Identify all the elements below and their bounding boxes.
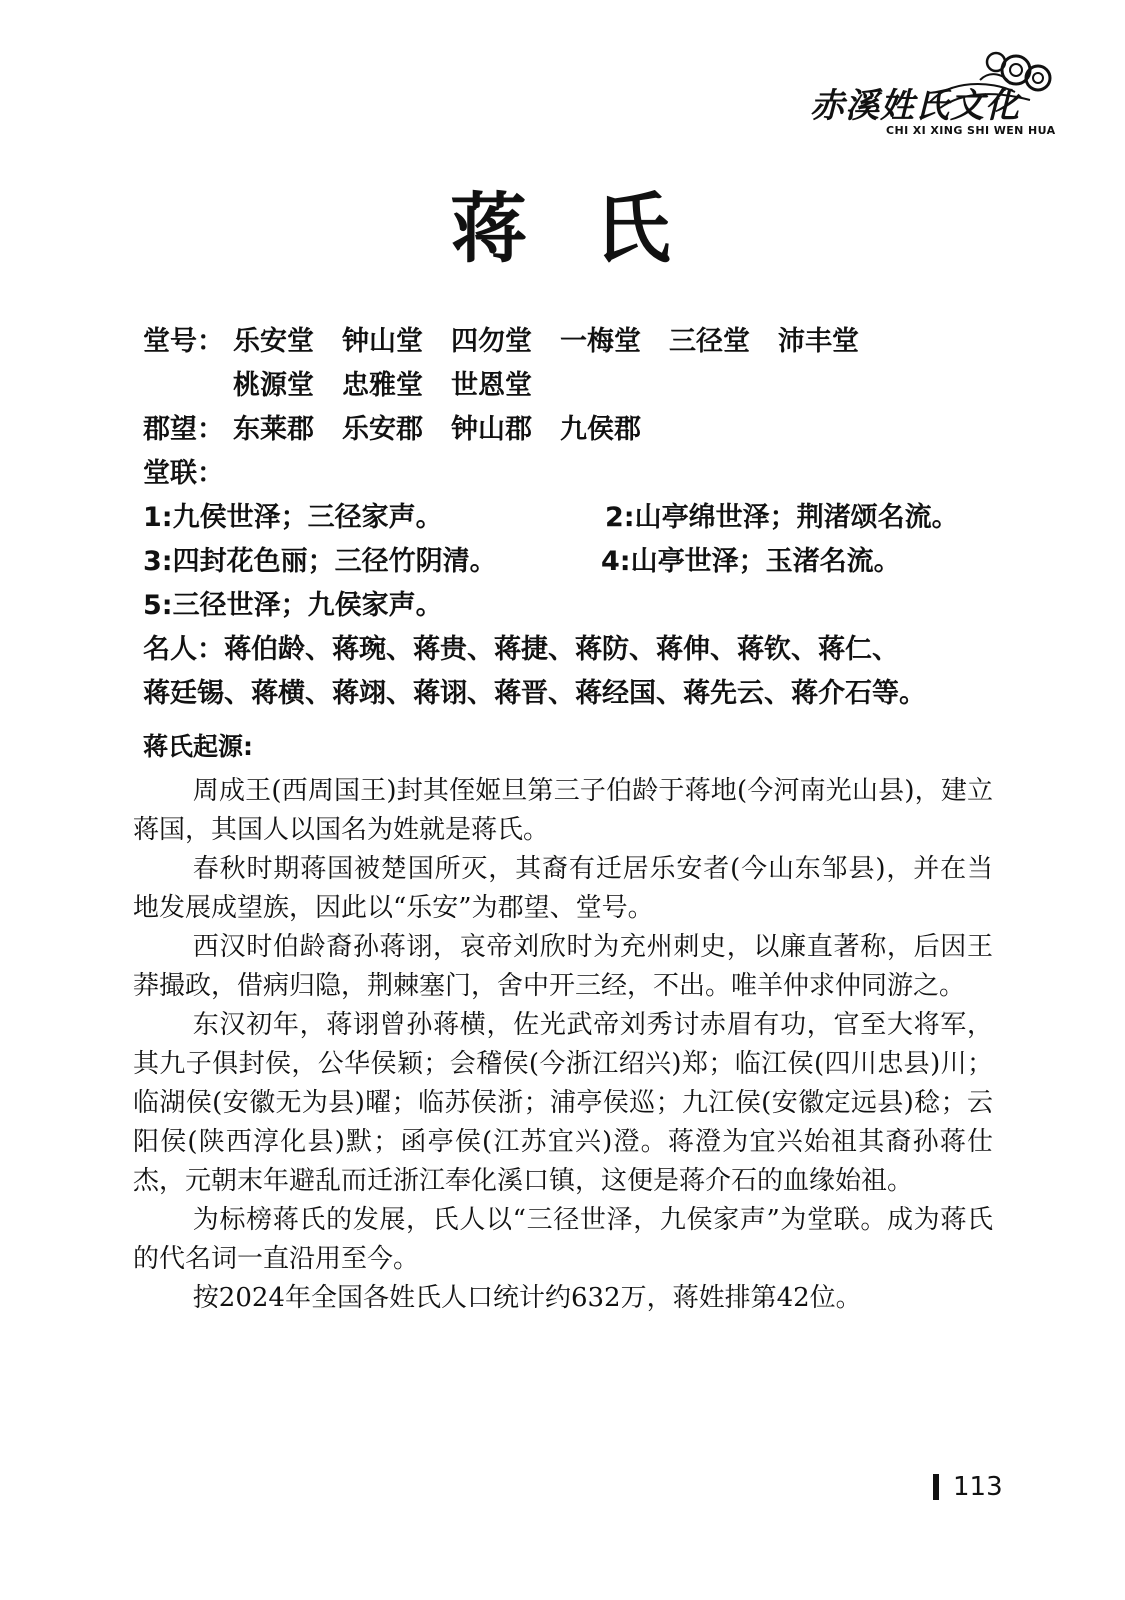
page-number-text: 113	[953, 1472, 1003, 1502]
couplets-label: 堂联：	[143, 458, 224, 489]
notables-line-1: 名人：蒋伯龄、蒋琬、蒋贵、蒋捷、蒋防、蒋伸、蒋钦、蒋仁、	[143, 634, 899, 665]
header-logo	[810, 40, 1060, 140]
origin-paragraph: 西汉时伯龄裔孙蒋诩，哀帝刘欣时为充州刺史，以廉直著称，后因王莽撮政，借病归隐，荆棘塞门，舍中开三经，不出。唯羊仲求仲同游之。	[133, 932, 993, 1001]
hall-name: 世恩堂	[451, 370, 532, 401]
hall-name: 钟山堂	[342, 326, 423, 357]
hall-name: 四勿堂	[451, 326, 532, 357]
title-char-1: 蒋	[450, 184, 531, 273]
prefecture: 钟山郡	[451, 414, 532, 445]
couplet-item: 1:九侯世泽；三径家声。	[143, 502, 443, 533]
couplets-row-2	[143, 540, 1063, 584]
hall-name: 三径堂	[669, 326, 750, 357]
hall-names-row-2	[143, 364, 1063, 408]
surname-info	[143, 320, 1063, 716]
couplets-label-row	[143, 452, 1063, 496]
page-number	[933, 1472, 1003, 1502]
couplet-item: 4:山亭世泽；玉渚名流。	[601, 546, 901, 577]
hall-names-row	[143, 320, 1063, 364]
origin-paragraph: 春秋时期蒋国被楚国所灭，其裔有迁居乐安者(今山东邹县)，并在当地发展成望族，因此以“乐安”为郡望、堂号。	[133, 854, 993, 923]
prefecture: 九侯郡	[560, 414, 641, 445]
title-char-2: 氏	[594, 184, 675, 273]
couplets-row-3	[143, 584, 1063, 628]
origin-paragraph: 东汉初年，蒋诩曾孙蒋横，佐光武帝刘秀讨赤眉有功，官至大将军，其九子俱封侯，公华侯颖；会稽侯(今浙江绍兴)郑；临江侯(四川忠县)川；临湖侯(安徽无为县)曜；临苏侯浙；浦亭侯巡；九江侯(安徽定远县)稔；云阳侯(陕西淳化县)默；函亭侯(江苏宜兴)澄。蒋澄为宜兴始祖其裔孙蒋仕杰，元朝末年避乱而迁浙江奉化溪口镇，这便是蒋介石的血缘始祖。	[133, 1010, 993, 1196]
prefecture: 乐安郡	[342, 414, 423, 445]
prefectures-label: 郡望：	[143, 414, 224, 445]
couplet-item: 5:三径世泽；九侯家声。	[143, 590, 443, 621]
couplet-item: 3:四封花色丽；三径竹阴清。	[143, 546, 497, 577]
prefectures-row	[143, 408, 1063, 452]
hall-name: 乐安堂	[233, 326, 314, 357]
couplet-item: 2:山亭绵世泽；荆渚颂名流。	[605, 502, 959, 533]
origin-paragraph: 按2024年全国各姓氏人口统计约632万，蒋姓排第42位。	[192, 1283, 862, 1313]
hall-name: 沛丰堂	[778, 326, 859, 357]
origin-paragraph: 为标榜蒋氏的发展，氏人以“三径世泽，九侯家声”为堂联。成为蒋氏的代名词一直沿用至今。	[133, 1205, 993, 1274]
hall-name: 一梅堂	[560, 326, 641, 357]
hall-names-label: 堂号：	[143, 326, 224, 357]
origin-paragraph: 周成王(西周国王)封其侄姬旦第三子伯龄于蒋地(今河南光山县)，建立蒋国，其国人以国名为姓就是蒋氏。	[133, 776, 993, 845]
origin-heading: 蒋氏起源:	[143, 732, 253, 761]
page-number-bar	[933, 1474, 939, 1500]
hall-name: 忠雅堂	[342, 370, 423, 401]
logo-subtitle: CHI XI XING SHI WEN HUA	[886, 124, 1056, 137]
origin-body	[133, 772, 993, 1318]
page-title	[0, 168, 1125, 277]
hall-name: 桃源堂	[233, 370, 314, 401]
notables-line-2: 蒋廷锡、蒋横、蒋翊、蒋诩、蒋晋、蒋经国、蒋先云、蒋介石等。	[143, 678, 926, 709]
logo-text: 赤溪姓氏文化	[810, 86, 1020, 126]
prefecture: 东莱郡	[233, 414, 314, 445]
couplets-row-1	[143, 496, 1063, 540]
